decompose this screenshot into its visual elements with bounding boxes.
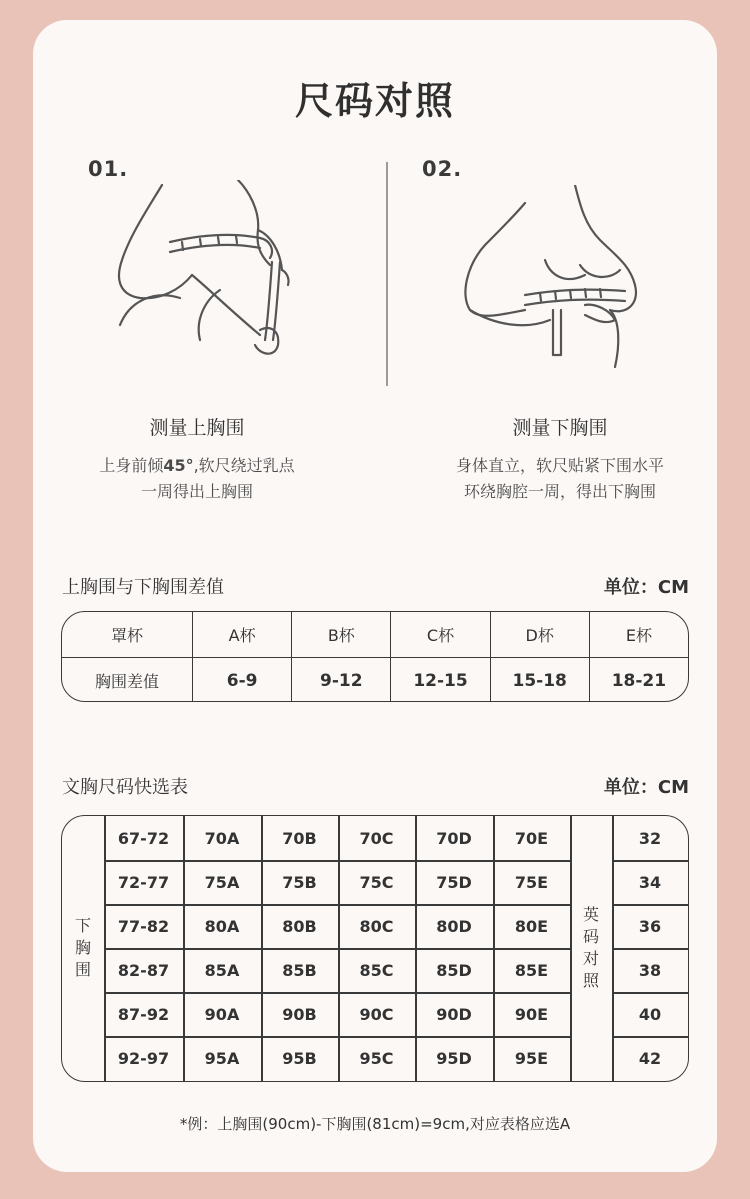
header-char: 照 — [582, 971, 599, 990]
size-cell: 95D — [436, 1048, 472, 1068]
table-header-cell: C杯 — [390, 612, 489, 657]
under-bust-range-cell: 92-97 — [117, 1048, 170, 1068]
step-2-description: 身体直立，软尺贴紧下围水平 环绕胸腔一周，得出下胸围 — [455, 456, 664, 501]
table-header-cell: E杯 — [589, 612, 688, 657]
step-2-number: 02. — [422, 157, 463, 181]
size-cell: 85C — [359, 960, 394, 980]
uk-size-cell: 36 — [638, 916, 662, 936]
header-char: 围 — [74, 960, 91, 979]
size-cell: 70B — [282, 828, 317, 848]
under-bust-measure-illustration — [455, 185, 655, 374]
step-divider — [386, 162, 388, 386]
table-cell: 15-18 — [490, 658, 589, 702]
table-row — [62, 612, 688, 657]
table-header-cell: 罩杯 — [110, 626, 143, 645]
size-cell: 70D — [436, 828, 472, 848]
size-cell: 75A — [204, 872, 240, 892]
table-header-cell: B杯 — [291, 612, 390, 657]
size-cell: 75E — [514, 872, 549, 892]
size-cell: 95B — [282, 1048, 317, 1068]
step-1-title: 测量上胸围 — [149, 417, 245, 439]
under-bust-range-cell: 72-77 — [117, 872, 170, 892]
uk-size-cell: 34 — [638, 872, 662, 892]
size-cell: 95C — [359, 1048, 394, 1068]
header-char: 下 — [74, 916, 91, 935]
table-cell: 6-9 — [192, 658, 291, 702]
uk-size-cell: 40 — [638, 1004, 662, 1024]
page-title: 尺码对照 — [294, 79, 455, 123]
size-cell: 70A — [204, 828, 240, 848]
table-gridline — [570, 816, 572, 1081]
uk-size-cell: 42 — [638, 1048, 662, 1068]
size-table-label: 文胸尺码快选表 — [62, 777, 188, 798]
uk-size-header — [570, 816, 612, 1080]
size-cell: 80A — [204, 916, 240, 936]
step-1-description: 上身前倾45°,软尺绕过乳点 一周得出上胸围 — [99, 456, 295, 501]
step-1-number: 01. — [88, 157, 129, 181]
size-cell: 75C — [359, 872, 394, 892]
table-cell: 9-12 — [291, 658, 390, 702]
table-cell: 胸围差值 — [94, 672, 159, 691]
uk-size-cell: 32 — [638, 828, 662, 848]
under-bust-range-cell: 77-82 — [117, 916, 170, 936]
size-cell: 90C — [359, 1004, 394, 1024]
size-cell: 85E — [514, 960, 549, 980]
diff-table-unit: 单位：CM — [603, 577, 689, 598]
size-cell: 70E — [514, 828, 549, 848]
size-cell: 80C — [359, 916, 394, 936]
size-cell: 75B — [282, 872, 317, 892]
size-cell: 80E — [514, 916, 549, 936]
cup-difference-table — [61, 611, 689, 702]
size-cell: 70C — [359, 828, 394, 848]
size-cell: 90E — [514, 1004, 549, 1024]
size-cell: 75D — [436, 872, 472, 892]
size-cell: 85D — [436, 960, 472, 980]
size-table-unit: 单位：CM — [603, 777, 689, 798]
uk-size-cell: 38 — [638, 960, 662, 980]
diff-table-label: 上胸围与下胸围差值 — [62, 577, 224, 598]
size-cell: 85B — [282, 960, 317, 980]
bra-size-table — [61, 815, 689, 1082]
size-cell: 80B — [282, 916, 317, 936]
table-header-cell: A杯 — [192, 612, 291, 657]
size-cell: 95E — [514, 1048, 549, 1068]
size-cell: 90B — [282, 1004, 317, 1024]
size-cell: 80D — [436, 916, 472, 936]
upper-bust-measure-illustration — [110, 180, 320, 369]
table-row — [62, 657, 688, 702]
table-header-cell: D杯 — [490, 612, 589, 657]
header-char: 胸 — [74, 938, 91, 957]
table-cell: 18-21 — [589, 658, 688, 702]
header-char: 码 — [582, 927, 599, 946]
step-2-title: 测量下胸围 — [512, 417, 608, 439]
header-char: 英 — [582, 905, 599, 924]
under-bust-range-cell: 67-72 — [117, 828, 170, 848]
size-cell: 90A — [204, 1004, 240, 1024]
header-char: 对 — [582, 949, 599, 968]
under-bust-header — [62, 816, 104, 1080]
under-bust-range-cell: 87-92 — [117, 1004, 170, 1024]
under-bust-range-cell: 82-87 — [117, 960, 170, 980]
size-cell: 95A — [204, 1048, 240, 1068]
example-note: *例：上胸围(90cm)-下胸围(81cm)=9cm,对应表格应选A — [179, 1115, 571, 1133]
table-cell: 12-15 — [390, 658, 489, 702]
size-cell: 90D — [436, 1004, 472, 1024]
size-cell: 85A — [204, 960, 240, 980]
